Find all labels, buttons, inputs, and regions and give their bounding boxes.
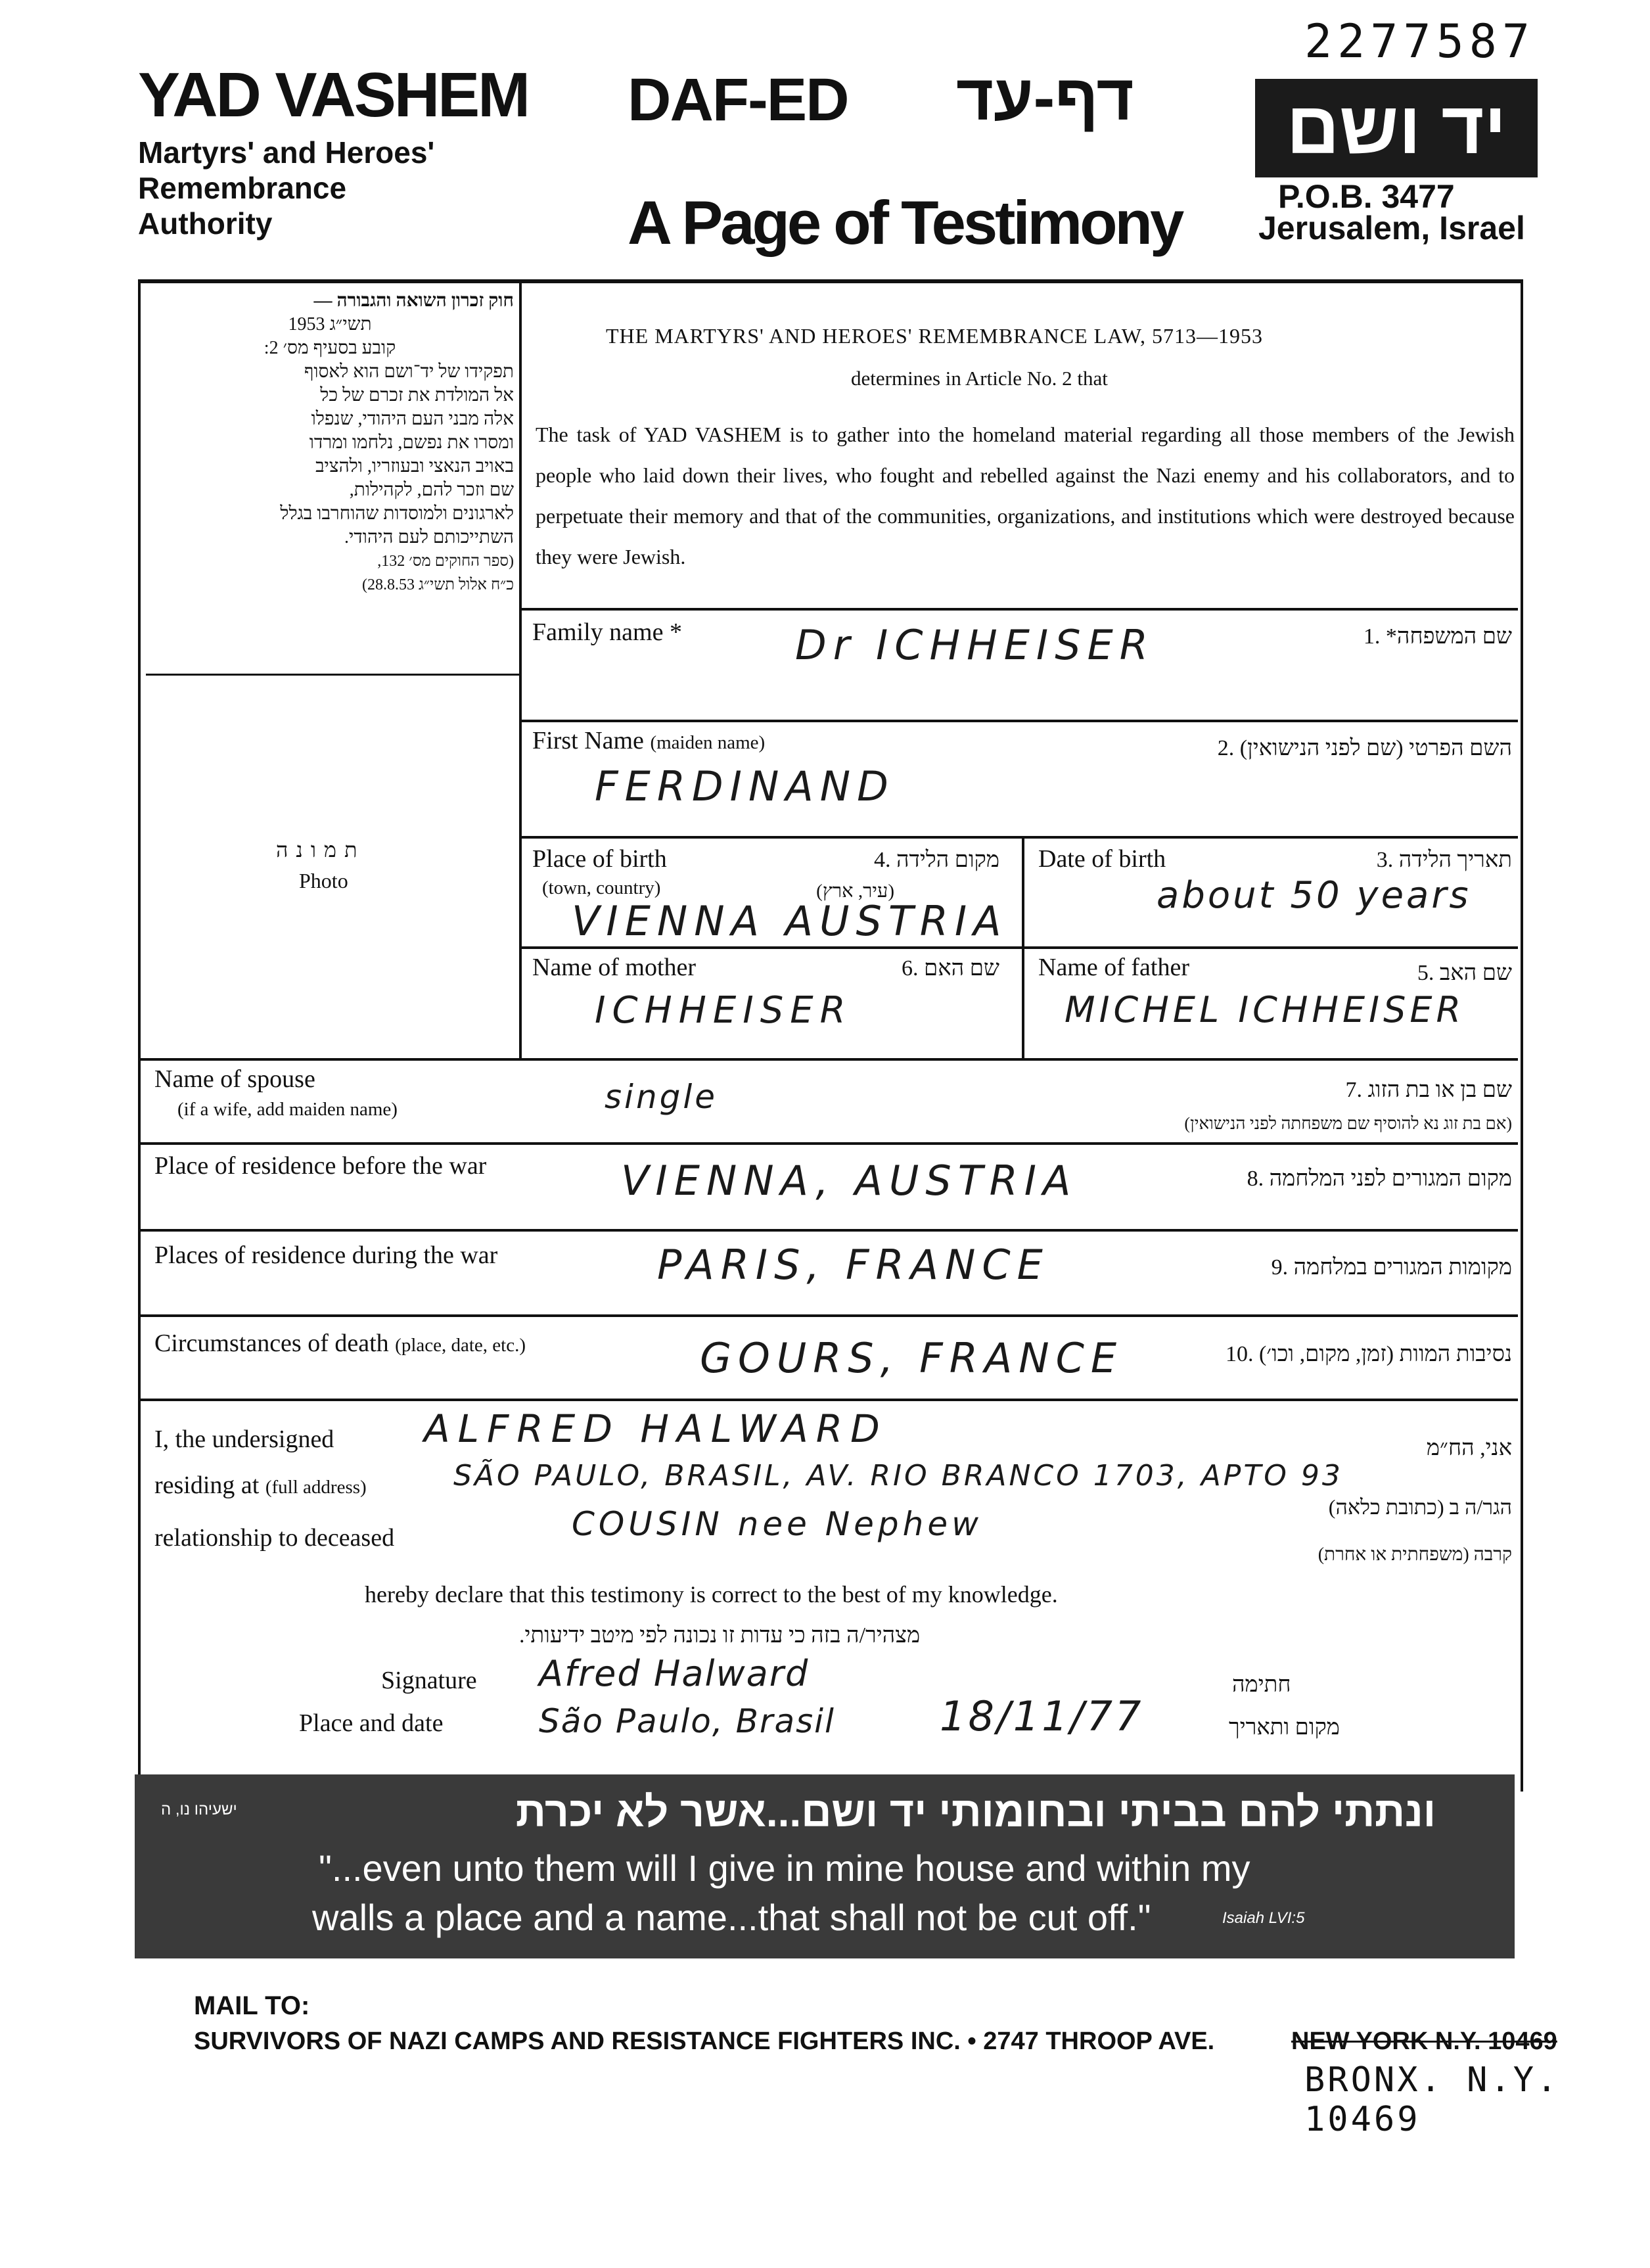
divider-family: [519, 720, 1518, 722]
mother-name-heb-label: שם האם .6: [902, 956, 999, 981]
heb-law-line: אל המולדת את זכרם של כל: [320, 385, 514, 405]
residence-during-value[interactable]: PARIS, FRANCE: [657, 1241, 1049, 1289]
mail-struck-city: NEW YORK N.Y. 10469: [1291, 2027, 1557, 2055]
residence-during-label: Places of residence during the war: [154, 1241, 498, 1269]
residence-before-value[interactable]: VIENNA, AUSTRIA: [621, 1157, 1078, 1205]
place-of-birth-value[interactable]: VIENNA AUSTRIA: [572, 897, 1008, 945]
undersigned-label: I, the undersigned: [154, 1425, 334, 1453]
divider-first: [519, 836, 1518, 839]
heb-law-line: שם וזכר להם, לקהילות,: [349, 480, 514, 500]
isaiah-banner: [135, 1774, 1515, 1958]
undersigned-heb-label: אני, הח״מ: [1426, 1436, 1512, 1460]
divider-death: [141, 1399, 1518, 1401]
date-of-birth-heb-label: תאריך הלידה .3: [1376, 848, 1512, 872]
date-value[interactable]: 18/11/77: [940, 1692, 1144, 1740]
place-of-birth-heb-sub: (עיר, ארץ): [816, 881, 894, 902]
heb-law-line: (ספר החוקים מס׳ 132,: [377, 553, 514, 570]
divider-res-before: [141, 1229, 1518, 1232]
org-line-2: Remembrance: [138, 171, 347, 205]
heb-law-line: חוק זכרון השואה והגבורה —: [313, 290, 514, 311]
residing-label-text: residing at: [154, 1471, 260, 1499]
date-of-birth-label: Date of birth: [1038, 845, 1166, 873]
signature-heb-label: חתימה: [1232, 1673, 1291, 1697]
place-of-birth-sub: (town, country): [542, 877, 661, 898]
heb-law-line: אלה מבני העם היהודי, שנפלו: [311, 409, 514, 429]
spouse-sub: (if a wife, add maiden name): [177, 1099, 398, 1120]
divider-law: [519, 608, 1518, 611]
family-name-value[interactable]: Dr ICHHEISER: [795, 621, 1155, 669]
father-name-heb-label: שם האב .5: [1417, 961, 1512, 985]
relationship-heb-label: קרבה (משפחתית או אחרת): [1318, 1544, 1512, 1565]
banner-english-line-1: "...even unto them will I give in mine house and within my: [319, 1847, 1250, 1889]
document-number: 2277587: [1304, 14, 1536, 68]
city-address: Jerusalem, Israel: [1258, 210, 1525, 246]
date-of-birth-value[interactable]: about 50 years: [1157, 874, 1471, 917]
photo-label: Photo: [299, 869, 348, 892]
heb-law-line: קובע בסעיף מס׳ 2:: [264, 338, 396, 358]
place-date-heb-label: מקום ותאריך: [1229, 1715, 1340, 1740]
mother-name-label: Name of mother: [532, 954, 697, 981]
first-name-heb-label: השם הפרטי (שם לפני הנישואין) .2: [1217, 736, 1512, 760]
residing-value[interactable]: SÃO PAULO, BRASIL, AV. RIO BRANCO 1703, APTO 93: [453, 1459, 1343, 1493]
heb-law-line: כ״ח אלול תשי״ג 28.8.53): [361, 576, 514, 593]
residence-before-heb-label: מקום המגורים לפני המלחמה .8: [1247, 1167, 1512, 1191]
dafed-title: DAF-ED: [628, 66, 848, 133]
first-name-label-small: (maiden name): [650, 732, 766, 753]
left-column-divider: [519, 283, 522, 1058]
father-name-value[interactable]: MICHEL ICHHEISER: [1065, 989, 1465, 1030]
dafed-hebrew-title: דף-עד: [956, 61, 1134, 133]
mother-name-value[interactable]: ICHHEISER: [595, 989, 852, 1032]
first-name-value[interactable]: FERDINAND: [595, 762, 895, 810]
heb-law-line: ומסרו את נפשם, נלחמו ומרדו: [309, 432, 514, 453]
signature-label: Signature: [381, 1667, 477, 1694]
heb-law-line: לארגונים ולמוסדות שהוחרבו בגלל: [280, 503, 514, 524]
org-subtitle: [138, 135, 434, 241]
spouse-label: Name of spouse: [154, 1065, 315, 1093]
father-name-label: Name of father: [1038, 954, 1189, 981]
org-line-1: Martyrs' and Heroes': [138, 135, 435, 170]
first-name-label-text: First Name: [532, 727, 644, 754]
residence-during-heb-label: מקומות המגורים במלחמה .9: [1271, 1255, 1512, 1280]
residing-heb-label: הגר/ה ב (כתובת כלאה): [1328, 1495, 1512, 1519]
spouse-value[interactable]: single: [605, 1078, 718, 1116]
po-box: P.O.B. 3477: [1278, 178, 1455, 215]
photo-label-hebrew: תמונה: [276, 838, 365, 862]
divider-spouse: [141, 1142, 1518, 1145]
yad-vashem-logo: יד ושם: [1255, 79, 1538, 177]
divider-res-during: [141, 1314, 1518, 1317]
place-of-birth-heb-label: מקום הלידה .4: [873, 848, 999, 872]
law-subtitle: determines in Article No. 2 that: [851, 367, 1108, 390]
banner-citation: Isaiah LVI:5: [1222, 1909, 1305, 1927]
divider-parents: [141, 1058, 1518, 1061]
divider-law-heb: [146, 674, 519, 676]
law-title: THE MARTYRS' AND HEROES' REMEMBRANCE LAW, 5713—1953: [606, 324, 1264, 348]
death-circumstances-label: [154, 1329, 526, 1358]
family-name-label: Family name *: [532, 618, 682, 646]
relationship-label: relationship to deceased: [154, 1524, 395, 1552]
declaration-statement-heb: מצהיר/ה בזה כי עדות זו נכונה לפי מיטב ידיעותי.: [519, 1623, 921, 1648]
org-title: YAD VASHEM: [138, 60, 529, 130]
spouse-heb-sub: (אם בת זוג נא להוסיף שם משפחתה לפני הנישואין): [1184, 1114, 1512, 1133]
residing-label: [154, 1471, 367, 1500]
mail-to-label: MAIL TO:: [194, 1991, 310, 2020]
mail-address: SURVIVORS OF NAZI CAMPS AND RESISTANCE FIGHTERS INC. • 2747 THROOP AVE.: [194, 2027, 1215, 2055]
banner-hebrew-quote: ונתתי להם בביתי ובחומותי יד ושם...אשר לא יכרת: [515, 1788, 1436, 1836]
place-date-label: Place and date: [299, 1709, 444, 1737]
declaration-statement: hereby declare that this testimony is correct to the best of my knowledge.: [365, 1581, 1058, 1608]
page-title: A Page of Testimony: [628, 188, 1182, 257]
death-value[interactable]: GOURS, FRANCE: [700, 1334, 1124, 1382]
undersigned-value[interactable]: ALFRED HALWARD: [424, 1406, 888, 1451]
place-of-birth-label: Place of birth: [532, 845, 667, 873]
family-name-heb-label: שם המשפחה* .1: [1363, 624, 1512, 649]
death-label-text: Circumstances of death: [154, 1330, 389, 1357]
relationship-value[interactable]: COUSIN nee Nephew: [572, 1505, 982, 1543]
heb-law-line: תשי״ג 1953: [288, 314, 372, 335]
heb-law-line: השתייכותם לעם היהודי.: [344, 527, 514, 547]
heb-law-line: באויב הנאצי ובעוזריו, ולהציב: [315, 456, 514, 476]
first-name-label: [532, 726, 765, 755]
residing-label-small: (full address): [265, 1477, 367, 1498]
residence-before-label: Place of residence before the war: [154, 1152, 487, 1180]
divider-birth: [519, 946, 1518, 949]
hebrew-law-text: [146, 289, 514, 597]
place-value[interactable]: São Paulo, Brasil: [539, 1702, 835, 1740]
death-label-small: (place, date, etc.): [395, 1335, 526, 1356]
banner-hebrew-source: ישעיהו נו, ה: [161, 1801, 237, 1818]
death-heb-label: נסיבות המוות (זמן, מקום, וכו׳) .10: [1225, 1342, 1512, 1366]
banner-english-line-2: walls a place and a name...that shall not be cut off.": [312, 1897, 1151, 1938]
law-body: The task of YAD VASHEM is to gather into the homeland material regarding all those members of the Jewish people who laid down their lives, who fought and rebelled against the Nazi enemy and his collaborators, and to perpetuate their memory and that of the communities, organizations, and institutions which were destroyed because they were Jewish.: [536, 423, 1515, 568]
mail-handwritten-city: BRONX. N.Y. 10469: [1304, 2060, 1560, 2139]
heb-law-line: תפקידו של יד־ושם הוא לאסוף: [304, 361, 514, 382]
spouse-heb-label: שם בן או בת הזוג .7: [1345, 1078, 1512, 1102]
org-line-3: Authority: [138, 206, 273, 241]
signature-value[interactable]: Afred Halward: [539, 1653, 810, 1694]
